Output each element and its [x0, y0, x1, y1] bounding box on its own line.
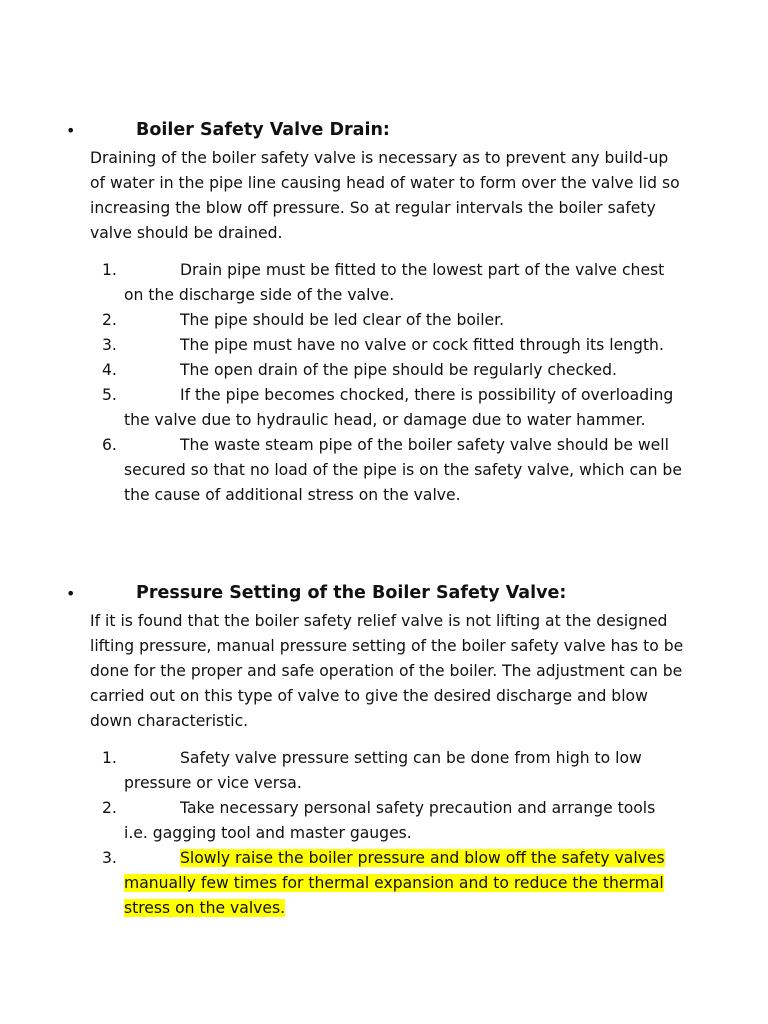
list-number: 5. — [102, 386, 117, 404]
list-item — [102, 308, 684, 333]
list-item — [102, 258, 684, 308]
list-item-text: If the pipe becomes chocked, there is possibility of overloading the valve due to hydraulic head, or damage due to water hammer. — [124, 386, 674, 429]
list-number: 3. — [102, 849, 117, 867]
list-item-text: Safety valve pressure setting can be done from high to low pressure or vice versa. — [124, 749, 642, 792]
section-heading-row — [0, 581, 768, 607]
section-pressure-setting — [0, 581, 768, 921]
list-item-text: The pipe must have no valve or cock fitted through its length. — [180, 336, 664, 354]
list-item-text: The open drain of the pipe should be regularly checked. — [180, 361, 617, 379]
list-number: 6. — [102, 436, 117, 454]
section-paragraph: If it is found that the boiler safety relief valve is not lifting at the designed lifting pressure, manual pressure setting of the boiler safety valve has to be done for the proper and safe operation of the boiler. The adjustment can be carried out on this type of valve to give the desired discharge and blow down characteristic. — [90, 612, 684, 730]
list-number: 3. — [102, 336, 117, 354]
list-item — [102, 333, 684, 358]
numbered-list — [0, 746, 768, 921]
section-paragraph: Draining of the boiler safety valve is necessary as to prevent any build-up of water in the pipe line causing head of water to form over the valve lid so increasing the blow off pressure. So at regular intervals the boiler safety valve should be drained. — [90, 149, 680, 242]
list-item-text: Drain pipe must be fitted to the lowest part of the valve chest on the discharge side of the valve. — [124, 261, 665, 304]
section-heading: Boiler Safety Valve Drain: — [136, 120, 390, 140]
list-item-text: Take necessary personal safety precaution and arrange tools i.e. gagging tool and master gauges. — [124, 799, 656, 842]
list-number: 2. — [102, 799, 117, 817]
bullet-point: • — [66, 121, 76, 140]
numbered-list — [0, 258, 768, 508]
list-item — [102, 433, 684, 508]
list-item — [102, 383, 684, 433]
list-item-text: The waste steam pipe of the boiler safety valve should be well secured so that no load of the pipe is on the safety valve, which can be the cause of additional stress on the valve. — [124, 436, 682, 504]
list-number: 4. — [102, 361, 117, 379]
list-item — [102, 746, 684, 796]
section-safety-valve-drain — [0, 118, 768, 508]
list-number: 1. — [102, 261, 117, 279]
list-item-highlighted — [102, 846, 684, 921]
highlighted-text: Slowly raise the boiler pressure and blow off the safety valves manually few times for thermal expansion and to reduce the thermal stress on the valves. — [124, 849, 665, 917]
list-number: 1. — [102, 749, 117, 767]
list-item — [102, 358, 684, 383]
list-item-text: The pipe should be led clear of the boiler. — [180, 311, 505, 329]
bullet-point: • — [66, 584, 76, 603]
section-heading: Pressure Setting of the Boiler Safety Valve: — [136, 583, 567, 603]
section-heading-row — [0, 118, 768, 144]
list-item — [102, 796, 684, 846]
list-number: 2. — [102, 311, 117, 329]
